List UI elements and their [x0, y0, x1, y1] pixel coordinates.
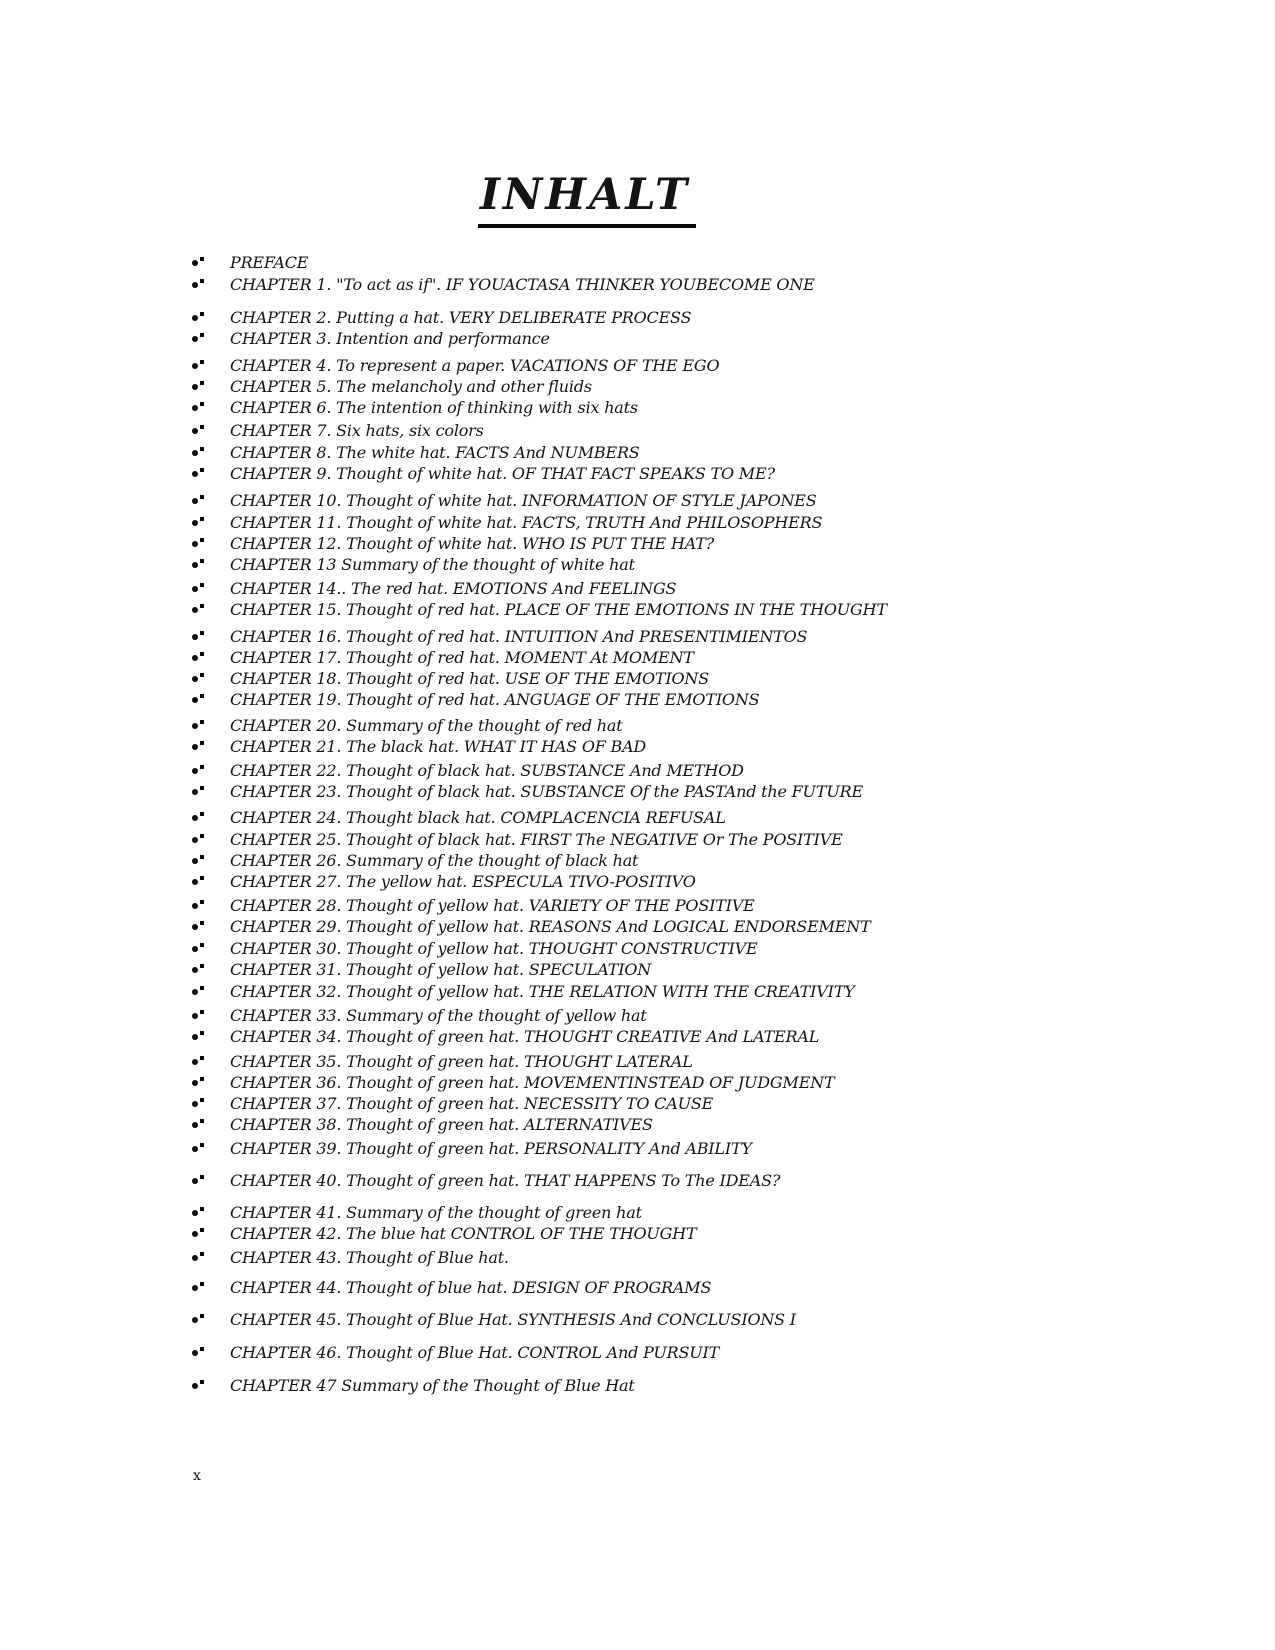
toc-item-label: CHAPTER 37. Thought of green hat. NECESSITY TO CAUSE	[230, 1094, 714, 1113]
toc-item-label: CHAPTER 20. Summary of the thought of red hat	[230, 716, 623, 735]
bullet-icon	[190, 768, 230, 774]
bullet-icon	[190, 260, 230, 266]
bullet-square-icon	[200, 876, 204, 880]
bullet-dot-icon	[192, 541, 198, 547]
bullet-dot-icon	[192, 1285, 198, 1291]
bullet-dot-icon	[192, 903, 198, 909]
bullet-dot-icon	[192, 498, 198, 504]
toc-item-label: CHAPTER 26. Summary of the thought of black hat	[230, 851, 639, 870]
toc-item-label: CHAPTER 33. Summary of the thought of yellow hat	[230, 1006, 647, 1025]
bullet-square-icon	[200, 964, 204, 968]
toc-item	[190, 1051, 1190, 1072]
bullet-icon	[190, 562, 230, 568]
toc-item-label: CHAPTER 18. Thought of red hat. USE OF THE EMOTIONS	[230, 669, 709, 688]
toc-item	[190, 442, 1190, 463]
toc-item	[190, 895, 1190, 916]
bullet-square-icon	[200, 1119, 204, 1123]
bullet-dot-icon	[192, 1383, 198, 1389]
toc-item-label: CHAPTER 13 Summary of the thought of white hat	[230, 555, 635, 574]
toc-item-label: CHAPTER 36. Thought of green hat. MOVEMENTINSTEAD OF JUDGMENT	[230, 1073, 835, 1092]
toc-item	[190, 1309, 1190, 1330]
toc-item	[190, 916, 1190, 937]
toc-item	[190, 355, 1190, 376]
bullet-icon	[190, 1255, 230, 1261]
toc-item	[190, 420, 1190, 441]
bullet-icon	[190, 607, 230, 613]
toc-item	[190, 512, 1190, 533]
bullet-square-icon	[200, 517, 204, 521]
bullet-dot-icon	[192, 879, 198, 885]
bullet-icon	[190, 1080, 230, 1086]
bullet-square-icon	[200, 583, 204, 587]
bullet-dot-icon	[192, 607, 198, 613]
toc-item	[190, 981, 1190, 1002]
toc-item-label: CHAPTER 22. Thought of black hat. SUBSTANCE And METHOD	[230, 761, 744, 780]
toc-item	[190, 1342, 1190, 1363]
toc-item-label: CHAPTER 27. The yellow hat. ESPECULA TIVO-POSITIVO	[230, 872, 696, 891]
bullet-icon	[190, 1317, 230, 1323]
toc-item-label: CHAPTER 29. Thought of yellow hat. REASONS And LOGICAL ENDORSEMENT	[230, 917, 871, 936]
bullet-square-icon	[200, 855, 204, 859]
bullet-square-icon	[200, 1056, 204, 1060]
bullet-square-icon	[200, 943, 204, 947]
bullet-icon	[190, 697, 230, 703]
bullet-icon	[190, 1350, 230, 1356]
bullet-icon	[190, 315, 230, 321]
bullet-square-icon	[200, 765, 204, 769]
bullet-square-icon	[200, 1252, 204, 1256]
bullet-square-icon	[200, 1031, 204, 1035]
toc-item-label: CHAPTER 43. Thought of Blue hat.	[230, 1248, 509, 1267]
toc-item	[190, 1277, 1190, 1298]
bullet-dot-icon	[192, 1034, 198, 1040]
toc-item-label: CHAPTER 28. Thought of yellow hat. VARIETY OF THE POSITIVE	[230, 896, 755, 915]
bullet-icon	[190, 967, 230, 973]
bullet-square-icon	[200, 360, 204, 364]
bullet-icon	[190, 471, 230, 477]
bullet-dot-icon	[192, 815, 198, 821]
toc-item	[190, 328, 1190, 349]
toc-item	[190, 1093, 1190, 1114]
toc-item-label: CHAPTER 6. The intention of thinking with six hats	[230, 398, 638, 417]
bullet-icon	[190, 363, 230, 369]
toc-item	[190, 829, 1190, 850]
toc-item-label: CHAPTER 9. Thought of white hat. OF THAT FACT SPEAKS TO ME?	[230, 464, 775, 483]
bullet-icon	[190, 858, 230, 864]
toc-item	[190, 307, 1190, 328]
bullet-square-icon	[200, 1314, 204, 1318]
bullet-square-icon	[200, 1077, 204, 1081]
toc-list	[190, 252, 1190, 1396]
bullet-dot-icon	[192, 471, 198, 477]
bullet-dot-icon	[192, 1122, 198, 1128]
bullet-square-icon	[200, 1143, 204, 1147]
bullet-dot-icon	[192, 450, 198, 456]
toc-item	[190, 1138, 1190, 1159]
bullet-square-icon	[200, 257, 204, 261]
bullet-dot-icon	[192, 1255, 198, 1261]
bullet-square-icon	[200, 986, 204, 990]
bullet-square-icon	[200, 1228, 204, 1232]
bullet-icon	[190, 815, 230, 821]
bullet-icon	[190, 520, 230, 526]
bullet-square-icon	[200, 312, 204, 316]
bullet-dot-icon	[192, 336, 198, 342]
bullet-icon	[190, 789, 230, 795]
toc-item-label: CHAPTER 11. Thought of white hat. FACTS, TRUTH And PHILOSOPHERS	[230, 513, 823, 532]
bullet-dot-icon	[192, 655, 198, 661]
bullet-square-icon	[200, 559, 204, 563]
toc-item	[190, 1026, 1190, 1047]
toc-item-label: CHAPTER 41. Summary of the thought of green hat	[230, 1203, 642, 1222]
toc-item-label: CHAPTER 47 Summary of the Thought of Blue Hat	[230, 1376, 635, 1395]
toc-item-label: CHAPTER 15. Thought of red hat. PLACE OF THE EMOTIONS IN THE THOUGHT	[230, 600, 887, 619]
toc-item-label: CHAPTER 4. To represent a paper. VACATIONS OF THE EGO	[230, 356, 720, 375]
bullet-square-icon	[200, 694, 204, 698]
toc-item-label: CHAPTER 32. Thought of yellow hat. THE RELATION WITH THE CREATIVITY	[230, 982, 855, 1001]
toc-item-label: CHAPTER 34. Thought of green hat. THOUGHT CREATIVE And LATERAL	[230, 1027, 820, 1046]
toc-item	[190, 807, 1190, 828]
toc-item-label: CHAPTER 14.. The red hat. EMOTIONS And FEELINGS	[230, 579, 677, 598]
bullet-square-icon	[200, 604, 204, 608]
bullet-icon	[190, 1034, 230, 1040]
bullet-icon	[190, 1383, 230, 1389]
bullet-dot-icon	[192, 1080, 198, 1086]
bullet-dot-icon	[192, 1146, 198, 1152]
toc-item	[190, 760, 1190, 781]
bullet-icon	[190, 1013, 230, 1019]
bullet-icon	[190, 989, 230, 995]
bullet-square-icon	[200, 447, 204, 451]
bullet-dot-icon	[192, 723, 198, 729]
toc-item	[190, 1072, 1190, 1093]
bullet-icon	[190, 837, 230, 843]
bullet-icon	[190, 405, 230, 411]
toc-item	[190, 668, 1190, 689]
bullet-icon	[190, 1146, 230, 1152]
toc-item	[190, 647, 1190, 668]
toc-item-label: CHAPTER 35. Thought of green hat. THOUGHT LATERAL	[230, 1052, 693, 1071]
toc-item	[190, 736, 1190, 757]
bullet-square-icon	[200, 1282, 204, 1286]
bullet-square-icon	[200, 1207, 204, 1211]
bullet-square-icon	[200, 1010, 204, 1014]
page-number: x	[193, 1468, 201, 1484]
toc-item	[190, 938, 1190, 959]
toc-item	[190, 578, 1190, 599]
toc-item	[190, 871, 1190, 892]
title-area	[0, 172, 1174, 228]
bullet-icon	[190, 1285, 230, 1291]
toc-item	[190, 463, 1190, 484]
bullet-icon	[190, 1122, 230, 1128]
toc-item-label: CHAPTER 16. Thought of red hat. INTUITION And PRESENTIMIENTOS	[230, 627, 808, 646]
toc-item-label: CHAPTER 45. Thought of Blue Hat. SYNTHESIS And CONCLUSIONS I	[230, 1310, 796, 1329]
toc-item	[190, 1247, 1190, 1268]
bullet-dot-icon	[192, 946, 198, 952]
toc-item	[190, 1223, 1190, 1244]
bullet-dot-icon	[192, 586, 198, 592]
bullet-dot-icon	[192, 697, 198, 703]
bullet-square-icon	[200, 333, 204, 337]
bullet-icon	[190, 879, 230, 885]
bullet-square-icon	[200, 468, 204, 472]
toc-item-label: CHAPTER 8. The white hat. FACTS And NUMBERS	[230, 443, 640, 462]
bullet-dot-icon	[192, 1350, 198, 1356]
bullet-icon	[190, 1210, 230, 1216]
toc-item	[190, 1005, 1190, 1026]
toc-item-label: CHAPTER 12. Thought of white hat. WHO IS PUT THE HAT?	[230, 534, 715, 553]
toc-item	[190, 376, 1190, 397]
toc-item	[190, 599, 1190, 620]
toc-item	[190, 1202, 1190, 1223]
toc-item	[190, 781, 1190, 802]
toc-item-label: CHAPTER 42. The blue hat CONTROL OF THE THOUGHT	[230, 1224, 697, 1243]
toc-item	[190, 252, 1190, 273]
bullet-dot-icon	[192, 768, 198, 774]
page-title: INHALT	[478, 172, 696, 228]
bullet-icon	[190, 384, 230, 390]
bullet-square-icon	[200, 741, 204, 745]
toc-item	[190, 533, 1190, 554]
bullet-square-icon	[200, 673, 204, 677]
toc-item-label: CHAPTER 1. "To act as if". IF YOUACTASA THINKER YOUBECOME ONE	[230, 275, 815, 294]
toc-item	[190, 959, 1190, 980]
bullet-dot-icon	[192, 1317, 198, 1323]
bullet-icon	[190, 1101, 230, 1107]
toc-item	[190, 274, 1190, 295]
bullet-icon	[190, 336, 230, 342]
bullet-icon	[190, 924, 230, 930]
bullet-dot-icon	[192, 1013, 198, 1019]
toc-item	[190, 554, 1190, 575]
toc-item-label: CHAPTER 3. Intention and performance	[230, 329, 550, 348]
bullet-icon	[190, 1059, 230, 1065]
bullet-icon	[190, 946, 230, 952]
toc-item-label: CHAPTER 7. Six hats, six colors	[230, 421, 484, 440]
bullet-square-icon	[200, 402, 204, 406]
bullet-dot-icon	[192, 1210, 198, 1216]
bullet-square-icon	[200, 652, 204, 656]
toc-item	[190, 1170, 1190, 1191]
bullet-icon	[190, 655, 230, 661]
bullet-dot-icon	[192, 520, 198, 526]
bullet-square-icon	[200, 921, 204, 925]
bullet-square-icon	[200, 720, 204, 724]
bullet-icon	[190, 541, 230, 547]
bullet-dot-icon	[192, 405, 198, 411]
toc-item	[190, 1375, 1190, 1396]
bullet-dot-icon	[192, 789, 198, 795]
bullet-dot-icon	[192, 634, 198, 640]
toc-item-label: CHAPTER 38. Thought of green hat. ALTERNATIVES	[230, 1115, 653, 1134]
bullet-dot-icon	[192, 282, 198, 288]
bullet-dot-icon	[192, 676, 198, 682]
toc-item	[190, 715, 1190, 736]
bullet-dot-icon	[192, 384, 198, 390]
bullet-icon	[190, 723, 230, 729]
bullet-dot-icon	[192, 1101, 198, 1107]
bullet-dot-icon	[192, 858, 198, 864]
toc-item	[190, 1114, 1190, 1135]
bullet-dot-icon	[192, 924, 198, 930]
toc-item-label: CHAPTER 31. Thought of yellow hat. SPECULATION	[230, 960, 652, 979]
bullet-dot-icon	[192, 315, 198, 321]
bullet-icon	[190, 903, 230, 909]
bullet-square-icon	[200, 279, 204, 283]
bullet-icon	[190, 1178, 230, 1184]
bullet-icon	[190, 428, 230, 434]
toc-item-label: CHAPTER 46. Thought of Blue Hat. CONTROL And PURSUIT	[230, 1343, 720, 1362]
toc-item-label: CHAPTER 2. Putting a hat. VERY DELIBERATE PROCESS	[230, 308, 692, 327]
bullet-square-icon	[200, 1347, 204, 1351]
bullet-square-icon	[200, 834, 204, 838]
toc-item-label: CHAPTER 19. Thought of red hat. ANGUAGE OF THE EMOTIONS	[230, 690, 760, 709]
toc-item-label: CHAPTER 39. Thought of green hat. PERSONALITY And ABILITY	[230, 1139, 752, 1158]
bullet-square-icon	[200, 1098, 204, 1102]
toc-item-label: CHAPTER 25. Thought of black hat. FIRST The NEGATIVE Or The POSITIVE	[230, 830, 843, 849]
bullet-dot-icon	[192, 260, 198, 266]
bullet-dot-icon	[192, 363, 198, 369]
bullet-dot-icon	[192, 1178, 198, 1184]
bullet-square-icon	[200, 900, 204, 904]
toc-item-label: CHAPTER 21. The black hat. WHAT IT HAS OF BAD	[230, 737, 647, 756]
toc-item-label: CHAPTER 24. Thought black hat. COMPLACENCIA REFUSAL	[230, 808, 726, 827]
bullet-dot-icon	[192, 562, 198, 568]
bullet-icon	[190, 586, 230, 592]
toc-item-label: PREFACE	[230, 253, 309, 272]
bullet-dot-icon	[192, 428, 198, 434]
toc-item	[190, 397, 1190, 418]
toc-item-label: CHAPTER 23. Thought of black hat. SUBSTANCE Of the PASTAnd the FUTURE	[230, 782, 863, 801]
toc-item	[190, 850, 1190, 871]
bullet-icon	[190, 498, 230, 504]
bullet-square-icon	[200, 381, 204, 385]
bullet-square-icon	[200, 1175, 204, 1179]
bullet-square-icon	[200, 1380, 204, 1384]
toc-item-label: CHAPTER 40. Thought of green hat. THAT HAPPENS To The IDEAS?	[230, 1171, 781, 1190]
bullet-square-icon	[200, 812, 204, 816]
bullet-icon	[190, 676, 230, 682]
toc-item-label: CHAPTER 44. Thought of blue hat. DESIGN OF PROGRAMS	[230, 1278, 712, 1297]
bullet-icon	[190, 744, 230, 750]
bullet-icon	[190, 282, 230, 288]
bullet-dot-icon	[192, 1231, 198, 1237]
toc-item	[190, 626, 1190, 647]
bullet-dot-icon	[192, 967, 198, 973]
toc-item-label: CHAPTER 30. Thought of yellow hat. THOUGHT CONSTRUCTIVE	[230, 939, 758, 958]
bullet-square-icon	[200, 786, 204, 790]
bullet-icon	[190, 450, 230, 456]
bullet-dot-icon	[192, 989, 198, 995]
toc-item	[190, 689, 1190, 710]
bullet-dot-icon	[192, 1059, 198, 1065]
bullet-square-icon	[200, 425, 204, 429]
bullet-dot-icon	[192, 744, 198, 750]
toc-item-label: CHAPTER 17. Thought of red hat. MOMENT At MOMENT	[230, 648, 694, 667]
bullet-square-icon	[200, 495, 204, 499]
toc-item-label: CHAPTER 10. Thought of white hat. INFORMATION OF STYLE JAPONES	[230, 491, 817, 510]
bullet-icon	[190, 634, 230, 640]
toc-item	[190, 490, 1190, 511]
bullet-icon	[190, 1231, 230, 1237]
bullet-square-icon	[200, 631, 204, 635]
bullet-dot-icon	[192, 837, 198, 843]
bullet-square-icon	[200, 538, 204, 542]
toc-item-label: CHAPTER 5. The melancholy and other fluids	[230, 377, 592, 396]
